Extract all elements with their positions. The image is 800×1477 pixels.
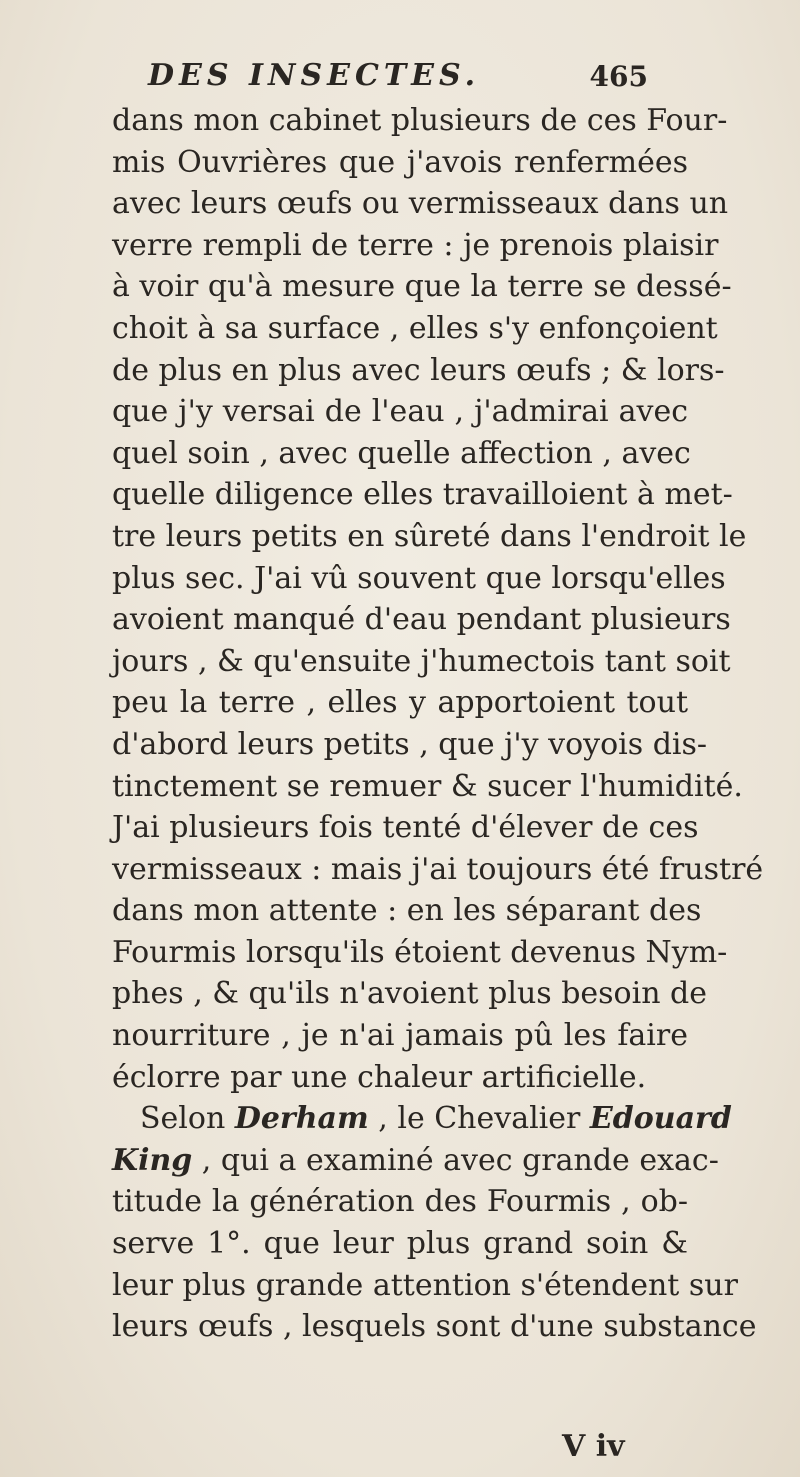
text-line: peu la terre , elles y apportoient tout [112, 685, 688, 721]
text-line: leurs œufs , lesquels sont d'une substance [112, 1309, 757, 1345]
author-name-king: King [112, 1142, 193, 1178]
text-line: nourriture , je n'ai jamais pû les faire [112, 1018, 688, 1054]
text-line: quel soin , avec quelle affection , avec [112, 435, 691, 471]
text-line: avec leurs œufs ou vermisseaux dans un [112, 186, 729, 222]
text-run: , qui a examiné avec grande exac- [192, 1142, 719, 1178]
text-line: jours , & qu'ensuite j'humectois tant soit [112, 643, 731, 679]
running-head: DES INSECTES. [148, 58, 481, 93]
text-line: J'ai plusieurs fois tenté d'élever de ces [112, 810, 699, 846]
page-number: 465 [589, 60, 648, 93]
text-line: tinctement se remuer & sucer l'humidité. [112, 768, 743, 804]
text-line: tre leurs petits en sûreté dans l'endroit le [112, 518, 747, 554]
text-line: dans mon cabinet plusieurs de ces Four- [112, 103, 728, 138]
text-line: vermisseaux : mais j'ai toujours été frustré [112, 851, 764, 887]
paragraph-2-line-2 [112, 1140, 719, 1182]
text-line: à voir qu'à mesure que la terre se dessé- [112, 269, 732, 305]
text-line: d'abord leurs petits , que j'y voyois dis- [112, 726, 708, 762]
text-line: Fourmis lorsqu'ils étoient devenus Nym- [112, 934, 728, 970]
text-line: dans mon attente : en les séparant des [112, 893, 702, 929]
text-line: quelle diligence elles travailloient à met- [112, 477, 733, 513]
text-line: que j'y versai de l'eau , j'admirai avec [112, 394, 688, 430]
text-line: mis Ouvrières que j'avois renfermées [112, 144, 688, 180]
text-run: Selon [140, 1101, 235, 1137]
text-line: titude la génération des Fourmis , ob- [112, 1184, 688, 1220]
text-line: phes , & qu'ils n'avoient plus besoin de [112, 976, 708, 1012]
author-name-derham: Derham [234, 1101, 369, 1137]
text-line: choit à sa surface , elles s'y enfonçoient [112, 310, 718, 346]
text-line: plus sec. J'ai vû souvent que lorsqu'elles [112, 560, 726, 596]
text-line: serve 1°. que leur plus grand soin & [112, 1226, 688, 1262]
paragraph-2-line-1 [112, 1098, 732, 1140]
body-text [112, 100, 764, 1348]
text-line: verre rempli de terre : je prenois plaisir [112, 227, 719, 263]
text-line: leur plus grande attention s'étendent sur [112, 1267, 738, 1303]
author-name-edouard: Edouard [589, 1101, 732, 1137]
text-run: , le Chevalier [368, 1101, 590, 1137]
signature-mark: V iv [562, 1429, 625, 1464]
text-line: éclorre par une chaleur artificielle. [112, 1059, 647, 1095]
text-line: de plus en plus avec leurs œufs ; & lors- [112, 352, 725, 388]
text-line: avoient manqué d'eau pendant plusieurs [112, 602, 731, 638]
